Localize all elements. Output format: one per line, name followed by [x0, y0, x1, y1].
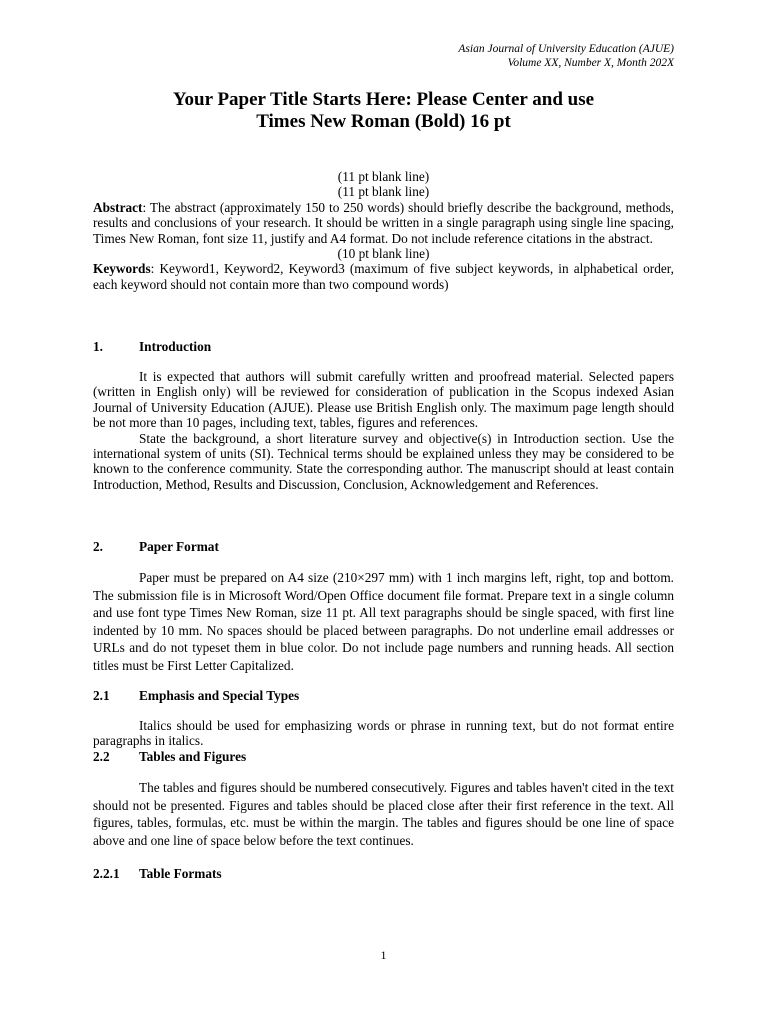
section-heading-emphasis [93, 688, 674, 703]
introduction-body [93, 369, 674, 492]
paper-title [93, 89, 674, 133]
section-number: 2.2.1 [93, 866, 120, 881]
paragraph: Paper must be prepared on A4 size (210×297 mm) with 1 inch margins left, right, top and bottom. The submission file is in Microsoft Word/Open Office document file format. Prepare text in a single column and use font type Times New Roman, size 11 pt. All text paragraphs should be single spaced, with first line indented by 10 mm. No spaces should be placed between paragraphs. Do not underline email addresses or URLs and do not typeset them in blue color. Do not include page numbers and running heads. All section titles must be First Letter Capitalized. [93, 570, 674, 673]
blank-line-note: (11 pt blank line) [337, 184, 430, 200]
section-title: Table Formats [139, 866, 222, 881]
paragraph: It is expected that authors will submit carefully written and proofread material. Selected papers (written in English only) will be reviewed for consideration of publication in the Scopus indexed Asian Journal of University Education (AJUE). Please use British English only. The maximum page length should be not more than 10 pages, including text, tables, figures and references. [93, 369, 674, 431]
abstract-text: : The abstract (approximately 150 to 250 words) should briefly describe the background, methods, results and conclusions of your research. It should be written in a single paragraph using single line spacing, Times New Roman, font size 11, justify and A4 format. Do not include reference citations in the abstract. [93, 199, 674, 246]
paragraph: Italics should be used for emphasizing words or phrase in running text, but do not format entire paragraphs in italics. [93, 718, 674, 749]
abstract-block [93, 169, 674, 292]
running-head [458, 42, 674, 70]
section-heading-tables-figures [93, 749, 674, 764]
keywords-text: : Keyword1, Keyword2, Keyword3 (maximum of five subject keywords, in alphabetical order, each keyword should not contain more than two compound words) [93, 261, 674, 292]
page-number: 1 [380, 948, 387, 962]
paragraph: State the background, a short literature survey and objective(s) in Introduction section. Use the international system of units (SI). Technical terms should be explained unless they may be considered to be known to the conference community. State the corresponding author. The manuscript should at least contain Introduction, Method, Results and Discussion, Conclusion, Acknowledgement and References. [93, 430, 674, 492]
abstract-label: Abstract [93, 199, 143, 215]
section-number: 2.1 [93, 688, 110, 703]
section-title: Tables and Figures [139, 749, 247, 764]
section-heading-paper-format [93, 539, 674, 554]
document-page [93, 0, 674, 1024]
emphasis-body [93, 718, 674, 749]
paper-format-body [93, 569, 674, 674]
section-heading-table-formats [93, 866, 674, 881]
paragraph: The tables and figures should be numbered consecutively. Figures and tables haven't cited in the text should not be presented. Figures and tables should be placed close after their first reference in the text. All figures, tables, formulas, etc. must be within the margin. The tables and figures should be one line of space above and one line of space below before the text continues. [93, 780, 674, 848]
blank-line-note: (10 pt blank line) [337, 246, 430, 262]
section-number: 2. [93, 539, 103, 554]
section-title: Emphasis and Special Types [139, 688, 300, 703]
section-heading-introduction [93, 339, 674, 354]
section-number: 1. [93, 339, 103, 354]
keywords-label: Keywords [93, 261, 151, 277]
section-number: 2.2 [93, 749, 110, 764]
paper-title-line-1: Your Paper Title Starts Here: Please Center and use [172, 89, 595, 110]
journal-issue: Volume XX, Number X, Month 202X [507, 57, 674, 69]
journal-name: Asian Journal of University Education (AJUE) [458, 43, 674, 55]
keywords-paragraph [93, 261, 674, 292]
abstract-paragraph [93, 200, 674, 246]
tables-figures-body [93, 779, 674, 849]
blank-line-note: (11 pt blank line) [337, 169, 430, 184]
paper-title-line-2: Times New Roman (Bold) 16 pt [256, 111, 511, 132]
section-title: Introduction [139, 339, 212, 354]
section-title: Paper Format [139, 539, 219, 554]
